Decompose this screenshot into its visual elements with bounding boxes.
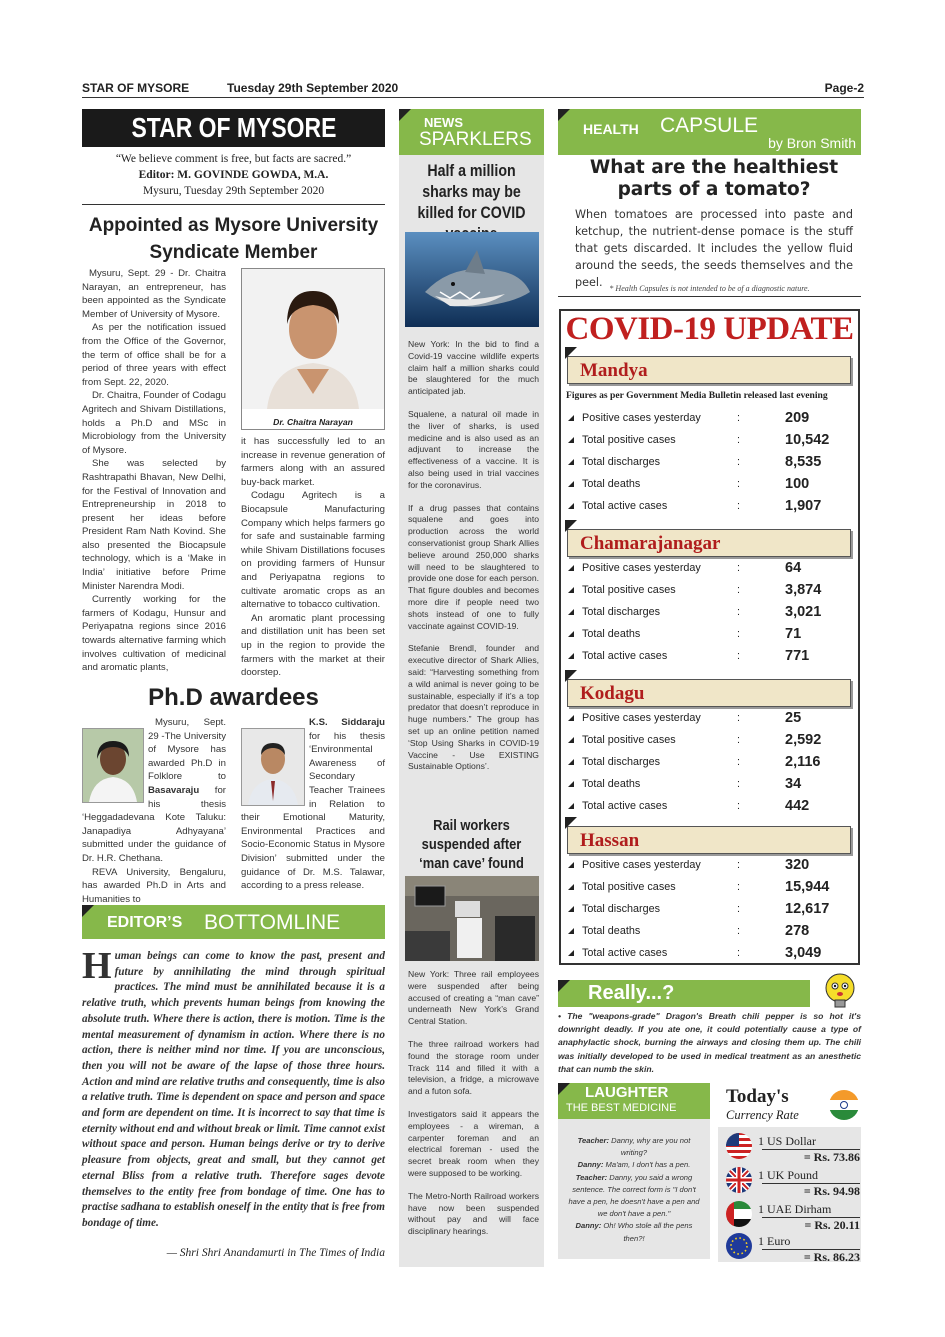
currency-row-aed xyxy=(722,1202,860,1233)
masthead-title: STAR OF MYSORE xyxy=(131,112,336,143)
phd-column-2 xyxy=(241,716,385,893)
currency-name: 1 US Dollar xyxy=(758,1134,816,1148)
covid-label: Total positive cases xyxy=(582,434,676,446)
joke-line xyxy=(564,1159,704,1171)
masthead-dateline: Mysuru, Tuesday 29th September 2020 xyxy=(142,185,325,197)
covid-row xyxy=(566,942,851,964)
paragraph: The Metro-North Railroad workers have now been suspended without pay and will face disciplinary hearings. xyxy=(408,1190,539,1237)
covid-row xyxy=(566,623,851,645)
bottomline-source: — Shri Shri Anandamurti in The Times of India xyxy=(166,1247,385,1259)
covid-row xyxy=(566,854,851,876)
phd-text-2: REVA University, Bengaluru, has awarded Ph.D in Arts and Humanities to xyxy=(82,866,226,905)
paragraph: The three railroad workers had found the storage room under Track 114 and filled it with a television, a fridge, a microwave and a futon sofa. xyxy=(408,1038,539,1097)
header-date: Tuesday 29th September 2020 xyxy=(227,81,399,95)
drop-cap: H xyxy=(82,945,112,987)
really-label: Really...? xyxy=(588,982,675,1004)
covid-colon: : xyxy=(737,628,740,640)
laughter-box xyxy=(558,1119,710,1259)
phd-text-1: for his thesis ‘Heggadadevana Kote Taluku: Janapadiya Adhyayana’ submitted under the guidance of Dr. H.R. Chethana. xyxy=(82,784,226,864)
paragraph: it has successfully led to an increase in revenue generation of farmers along with an assured buy-back market. xyxy=(241,436,385,488)
news-headline-1-text: Half a million sharks may be killed for COVID xyxy=(417,162,526,222)
paragraph: Stefanie Brendl, founder and executive director of Shark Allies, said: “Harvesting something from a wild animal is never going to be sustainable, especially if it’s a top predator that doesn’t reproduce in huge numbers.” The group has set up an online petition named ‘Stop Using Sharks in COVID-19 Vaccine - Use EXISTING Sustainable Options’. xyxy=(408,643,539,772)
joke-line xyxy=(564,1220,704,1244)
currency-name: 1 UK Pound xyxy=(758,1168,819,1182)
news-story-2 xyxy=(408,969,539,1249)
covid-value: 71 xyxy=(785,626,802,642)
paragraph: Squalene, a natural oil made in the liver of sharks, is used medicine and is also used as an adjuvant to increase the effectiveness of a vaccine. It is also being used in trial vaccines for the coronavirus. xyxy=(408,408,539,490)
bottomline-banner xyxy=(82,905,385,939)
currency-row-gbp xyxy=(722,1168,860,1199)
covid-label: Positive cases yesterday xyxy=(582,712,701,724)
header-paper-name: STAR OF MYSORE xyxy=(82,81,190,95)
covid-value: 771 xyxy=(785,648,810,664)
covid-label: Total discharges xyxy=(582,903,661,915)
phd-intro: Mysuru, Sept. 29 -The University of Mysore has awarded Ph.D in Folklore to xyxy=(148,717,226,783)
photo-frame xyxy=(241,268,385,430)
covid-label: Total discharges xyxy=(582,606,661,618)
joke-text: Ma'am, I don't has a pen. xyxy=(603,1160,691,1170)
health-note: * Health Capsules is not intended to be of a diagnostic nature. xyxy=(609,284,810,293)
article-column-1 xyxy=(82,267,226,675)
covid-row xyxy=(566,495,851,517)
article-column-2 xyxy=(241,435,385,680)
covid-label: Total active cases xyxy=(582,800,668,812)
covid-value: 64 xyxy=(785,560,802,576)
covid-row xyxy=(566,579,851,601)
covid-label: Total deaths xyxy=(582,778,641,790)
covid-label: Total positive cases xyxy=(582,881,676,893)
covid-value: 1,907 xyxy=(785,498,822,514)
portrait-photo-basavaraju xyxy=(82,728,144,803)
covid-colon: : xyxy=(737,734,740,746)
covid-value: 320 xyxy=(785,857,810,873)
phd-headline: Ph.D awardees xyxy=(148,684,319,711)
district-header-mandya: Mandya xyxy=(567,356,851,384)
covid-colon: : xyxy=(737,606,740,618)
covid-colon: : xyxy=(737,456,740,468)
covid-label: Total deaths xyxy=(582,628,641,640)
health-label-2: CAPSULE xyxy=(660,114,759,137)
bottomline-label-1: EDITOR’S xyxy=(107,914,183,931)
portrait-photo xyxy=(242,269,384,409)
covid-colon: : xyxy=(737,756,740,768)
covid-row xyxy=(566,645,851,667)
news-banner xyxy=(399,109,544,155)
covid-colon: : xyxy=(737,584,740,596)
covid-colon: : xyxy=(737,800,740,812)
joke-speaker: Danny: xyxy=(575,1221,602,1231)
health-byline: by Bron Smith xyxy=(768,135,856,151)
covid-colon: : xyxy=(737,859,740,871)
currency-title: Today's xyxy=(726,1086,789,1107)
covid-label: Total active cases xyxy=(582,947,668,959)
covid-colon: : xyxy=(737,650,740,662)
covid-label: Total discharges xyxy=(582,756,661,768)
covid-value: 3,049 xyxy=(785,945,822,961)
really-text xyxy=(558,1010,861,1076)
covid-label: Positive cases yesterday xyxy=(582,412,701,424)
paragraph: New York: Three rail employees were suspended after being accused of creating a “man cave” underneath New York’s Grand Central Station. xyxy=(408,969,539,1027)
currency-rate: = Rs. 20.11 xyxy=(762,1217,860,1233)
covid-value: 2,116 xyxy=(785,754,821,770)
covid-row xyxy=(566,473,851,495)
covid-label: Total positive cases xyxy=(582,584,676,596)
currency-rate: = Rs. 94.98 xyxy=(762,1183,860,1199)
divider xyxy=(558,296,861,297)
covid-value: 10,542 xyxy=(785,432,830,448)
district-header-kodagu: Kodagu xyxy=(567,679,851,707)
bottomline-text xyxy=(82,945,386,1232)
paragraph: Codagu Agritech is a Biocapsule Manufacturing Company which helps farmers go for safe and sustainable farming while Shivam Distillations focuses on providing farmers of Hunsur and Periyapatna regions to cultivate aromatic crops as an alternative to tobacco cultivation. xyxy=(241,490,385,611)
bottomline-body: uman beings can come to know the past, present and future by annihilating the mind through spiritual practices. The mind must be annihilated because it is a relative truth, which prevents human beings from knowing the absolute truth. Where there is action, there is motion. Time is the mental measurement of dynamism in action. Where there is no action, there is neither mind nor time. If you are unconscious, then you will not be aware of the lapse of those three hours. Action and mind are relative truths and consequently, time is also a relative truth. Time is dependent on space and person and space and form are dependent on time. It is incorrect to say that time is eternity without end and without break or limit. Time cannot exist without space and person. Human beings derive or try to derive pleasure from objects, great and small, but they cannot get eternal Bliss from a relative truth. Therefore sages devote themselves to the entity free from bondage of time. One has to practise sadhana to establish oneself in the entity that is free from bondage of time. xyxy=(82,950,386,1229)
phd-name-2: K.S. Siddaraju xyxy=(309,717,385,728)
covid-row xyxy=(566,898,851,920)
paragraph: Investigators said it appears the employees - a wireman, a carpenter foreman and an electrical foreman - used the secret break room when they were supposed to be working. xyxy=(408,1108,539,1178)
covid-row xyxy=(566,729,851,751)
joke-text: Oh! Who stole all the pens then?! xyxy=(601,1221,693,1243)
news-story-1 xyxy=(408,339,539,784)
bullet-icon: • xyxy=(558,1011,568,1021)
headline-line-1: Appointed as Mysore University xyxy=(88,215,379,236)
paragraph: Dr. Chaitra, Founder of Codagu Agritech and Shivam Distillations, holds a Ph.D and MSc in Microbiology from the University of Mysore. xyxy=(82,390,226,456)
covid-value: 3,874 xyxy=(785,582,822,598)
currency-row-eur xyxy=(722,1234,860,1265)
masthead-logo xyxy=(82,109,385,147)
health-banner xyxy=(558,109,861,155)
covid-label: Total discharges xyxy=(582,456,661,468)
covid-row xyxy=(566,407,851,429)
laughter-banner xyxy=(558,1083,710,1119)
currency-row-usd xyxy=(722,1134,860,1165)
covid-row xyxy=(566,451,851,473)
covid-label: Total deaths xyxy=(582,478,641,490)
covid-colon: : xyxy=(737,712,740,724)
paragraph: Mysuru, Sept. 29 - Dr. Chaitra Narayan, an entrepreneur, has been appointed as the Syndicate Member of University of Mysore. xyxy=(82,268,226,320)
really-body: The "weapons-grade" Dragon's Breath chili pepper is so hot it's downright deadly. If you ate one, it could potentially cause a type of anaphylactic shock, burning the airways and closing them up. The chili was initially developed to be used in medical treatment as an anesthetic that can numb the skin. xyxy=(558,1011,861,1074)
really-banner xyxy=(558,980,810,1007)
headline-line-2: Syndicate Member xyxy=(149,242,318,263)
covid-label: Total active cases xyxy=(582,650,668,662)
district-header-hassan: Hassan xyxy=(567,826,851,854)
covid-value: 12,617 xyxy=(785,901,830,917)
news-headline-2-text: Rail workers suspended after ‘man cave’ found xyxy=(419,817,524,872)
health-headline: What are the healthiest parts of a tomato? xyxy=(589,157,839,200)
masthead-quote: “We believe comment is free, but facts are sacred.” xyxy=(115,153,352,165)
covid-value: 442 xyxy=(785,798,810,814)
currency-rate: = Rs. 73.86 xyxy=(762,1149,860,1165)
covid-value: 34 xyxy=(785,776,802,792)
paragraph: Currently working for the farmers of Kodagu, Hunsur and Periyapatna regions since 2016 towards alternative farming which involves cultivation of medicinal and aromatic plants, xyxy=(82,594,226,674)
news-label-1: NEWS xyxy=(424,115,463,130)
phd-text-3: for his thesis ‘Environmental Awareness of Secondary Teacher Trainees in Relation to their Emotional Maturity, Environmental Practices and Socio-Economic Status in Mysore Division’ submitted under the guidance of Dr. M.S. Talawar, according to a press release. xyxy=(241,730,385,892)
paragraph: New York: In the bid to find a Covid-19 vaccine wildlife experts claim half a million sharks could be slaughtered for the much anticipated jab. xyxy=(408,339,539,397)
currency-name: 1 Euro xyxy=(758,1234,791,1248)
covid-value: 25 xyxy=(785,710,802,726)
india-flag-icon xyxy=(828,1089,860,1121)
laughter-label-1: LAUGHTER xyxy=(585,1084,669,1101)
currency-rate: = Rs. 86.23 xyxy=(762,1249,860,1265)
joke-speaker: Teacher: xyxy=(577,1136,610,1145)
district-header-chamarajanagar: Chamarajanagar xyxy=(567,529,851,557)
portrait-photo-siddaraju xyxy=(241,728,305,806)
covid-label: Positive cases yesterday xyxy=(582,562,701,574)
covid-colon: : xyxy=(737,562,740,574)
joke-speaker: Teacher: xyxy=(575,1172,608,1182)
covid-row xyxy=(566,601,851,623)
page-header xyxy=(82,80,864,98)
covid-row xyxy=(566,557,851,579)
photo-caption: Dr. Chaitra Narayan xyxy=(273,417,353,427)
paragraph: An aromatic plant processing and distillation unit has been set up in the region to provide the farmers with the market at their doorstep. xyxy=(241,612,385,679)
covid-value: 8,535 xyxy=(785,454,822,470)
article-headline xyxy=(82,212,385,266)
masthead-editor: Editor: M. GOVINDE GOWDA, M.A. xyxy=(138,169,329,181)
joke-line xyxy=(564,1172,704,1221)
covid-label: Positive cases yesterday xyxy=(582,859,701,871)
man-cave-photo xyxy=(405,876,539,961)
covid-value: 15,944 xyxy=(785,879,830,895)
covid-label: Total deaths xyxy=(582,925,641,937)
phd-column-1 xyxy=(82,716,226,906)
covid-colon: : xyxy=(737,434,740,446)
joke-line xyxy=(564,1135,704,1159)
covid-value: 3,021 xyxy=(785,604,822,620)
covid-row xyxy=(566,751,851,773)
shark-photo xyxy=(405,232,539,327)
covid-colon: : xyxy=(737,903,740,915)
joke-text: Danny, why are you not writing? xyxy=(609,1136,691,1158)
currency-subtitle: Currency Rate xyxy=(726,1108,799,1122)
covid-row xyxy=(566,707,851,729)
covid-colon: : xyxy=(737,778,740,790)
currency-header xyxy=(718,1083,861,1125)
covid-row xyxy=(566,773,851,795)
covid-colon: : xyxy=(737,478,740,490)
phd-name-1: Basavaraju xyxy=(148,784,200,796)
paragraph: She was selected by Rashtrapathi Bhavan, New Delhi, for the Festival of Innovation and Entrepreneurship in 2018 to present her ideas before President Ram Nath Kovind. She also presented the Biocapsule technology, which is a ‘Make in India’ initiative before Prime Minister Narendra Modi. xyxy=(82,458,226,592)
covid-colon: : xyxy=(737,412,740,424)
covid-value: 2,592 xyxy=(785,732,822,748)
laughter-label-2: THE BEST MEDICINE xyxy=(566,1102,677,1114)
health-label-1: HEALTH xyxy=(583,121,639,137)
covid-value: 100 xyxy=(785,476,810,492)
currency-name: 1 UAE Dirham xyxy=(758,1202,832,1216)
covid-label: Total active cases xyxy=(582,500,668,512)
header-page-number: Page-2 xyxy=(824,81,864,95)
joke-text: Danny, you said a wrong sentence. The correct form is "I don't have a pen, he doesn't have a pen and we don't have a pen." xyxy=(568,1172,700,1219)
paragraph: As per the notification issued from the Office of the Governor, the term of office shall be for a period of three years with effect from Sept. 22, 2020. xyxy=(82,322,226,388)
bottomline-label-2: BOTTOMLINE xyxy=(204,911,341,934)
covid-colon: : xyxy=(737,500,740,512)
covid-row xyxy=(566,876,851,898)
masthead-info xyxy=(82,151,385,199)
joke-speaker: Danny: xyxy=(577,1160,604,1170)
news-label-2: SPARKLERS xyxy=(419,129,532,150)
covid-colon: : xyxy=(737,881,740,893)
covid-value: 278 xyxy=(785,923,810,939)
covid-row xyxy=(566,920,851,942)
covid-source: Figures as per Government Media Bulletin released last evening xyxy=(566,390,828,401)
covid-colon: : xyxy=(737,947,740,959)
covid-label: Total positive cases xyxy=(582,734,676,746)
covid-colon: : xyxy=(737,925,740,937)
paragraph: If a drug passes that contains squalene and goes into production across the world conservationist group Shark Allies believe around 250,000 sharks will need to be slaughtered to provide one dose for each person. That figure doubles and becomes more dire if people need two shots instead of one to fully vaccinate against COVID-19. xyxy=(408,502,539,631)
covid-row xyxy=(566,429,851,451)
divider xyxy=(82,204,385,205)
health-text: When tomatoes are processed into paste and ketchup, the nutrient-dense pomace is the stuff that gets discarded. It includes the yellow fluid around the seeds, the seeds themselves and the peel. xyxy=(575,208,853,289)
lightbulb-icon xyxy=(820,970,860,1010)
covid-title: COVID-19 UPDATE xyxy=(565,311,854,347)
covid-value: 209 xyxy=(785,410,810,426)
covid-row xyxy=(566,795,851,817)
